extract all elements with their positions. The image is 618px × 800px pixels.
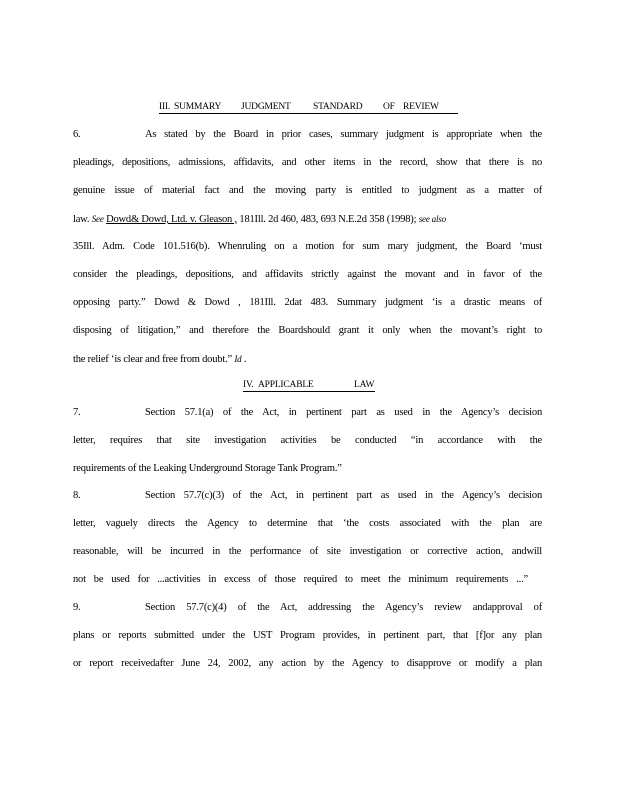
- paragraph-6-line: [73, 128, 542, 142]
- paragraph-7-line: requirements of the Leaking Underground Storage Tank Program.”: [73, 463, 342, 474]
- paragraph-6-line: [73, 212, 542, 227]
- heading-underline: [243, 391, 375, 392]
- heading-word: LAW: [354, 380, 375, 390]
- paragraph-6-line: [73, 352, 542, 367]
- paragraph-number: 6.: [73, 129, 81, 140]
- paragraph-7-line: letter, requires that site investigation activities be conducted “in accordance with the: [73, 435, 542, 446]
- heading-word: IV.: [243, 380, 254, 390]
- heading-word: SUMMARY: [174, 102, 222, 112]
- paragraph-text: .: [243, 354, 247, 365]
- paragraph-9-line: [73, 601, 542, 615]
- paragraph-number: 8.: [73, 490, 81, 501]
- paragraph-text: law.: [73, 214, 90, 225]
- paragraph-text: Section 57.7(c)(4) of the Act, addressing the Agency’s review andapproval of: [145, 602, 542, 613]
- paragraph-8-line: reasonable, will be incurred in the performance of site investigation or corrective action, andwill: [73, 546, 542, 557]
- paragraph-7-line: [73, 406, 542, 420]
- paragraph-8-line: [73, 489, 542, 503]
- paragraph-text: Section 57.7(c)(3) of the Act, in pertinent part as used in the Agency’s decision: [145, 490, 542, 501]
- paragraph-text: As stated by the Board in prior cases, summary judgment is appropriate when the: [145, 129, 542, 140]
- heading-underline: [159, 113, 458, 114]
- heading-word: STANDARD: [313, 102, 363, 112]
- case-name: Dowd& Dowd, Ltd. v. Gleason ,: [106, 214, 237, 225]
- paragraph-6-line: pleadings, depositions, admissions, affidavits, and other items in the record, show that there is no: [73, 157, 542, 168]
- paragraph-6-line: 35Ill. Adm. Code 101.516(b). Whenruling on a motion for sum mary judgment, the Board ‘must: [73, 241, 542, 252]
- paragraph-text: Section 57.1(a) of the Act, in pertinent part as used in the Agency’s decision: [145, 407, 542, 418]
- heading-word: JUDGMENT: [241, 102, 291, 112]
- paragraph-9-line: or report receivedafter June 24, 2002, any action by the Agency to disapprove or modify a plan: [73, 658, 542, 669]
- paragraph-6-line: opposing party.” Dowd & Dowd , 181Ill. 2dat 483. Summary judgment ‘is a drastic means of: [73, 297, 542, 308]
- paragraph-text: the relief ‘is clear and free from doubt.”: [73, 354, 232, 365]
- citation-signal: see also: [418, 214, 446, 224]
- citation-signal: See: [91, 214, 104, 224]
- citation-text: 181Ill. 2d 460, 483, 693 N.E.2d 358 (1998);: [239, 214, 417, 225]
- paragraph-6-line: consider the pleadings, depositions, and affidavits strictly against the movant and in favor of the: [73, 269, 542, 280]
- paragraph-number: 9.: [73, 602, 81, 613]
- paragraph-6-line: genuine issue of material fact and the moving party is entitled to judgment as a matter of: [73, 185, 542, 196]
- heading-word: OF: [383, 102, 395, 112]
- paragraph-8-line: letter, vaguely directs the Agency to determine that ‘the costs associated with the plan are: [73, 518, 542, 529]
- paragraph-6-line: disposing of litigation,” and therefore the Boardshould grant it only when the movant’s right to: [73, 325, 542, 336]
- heading-word: APPLICABLE: [258, 380, 314, 390]
- section-heading-applicable-law: [0, 379, 618, 393]
- section-heading-summary-judgment: [0, 101, 618, 115]
- heading-word: III.: [159, 102, 171, 112]
- paragraph-8-line: not be used for ...activities in excess of those required to meet the minimum requirements ...”: [73, 574, 528, 585]
- citation-signal: Id: [234, 354, 242, 364]
- paragraph-number: 7.: [73, 407, 81, 418]
- paragraph-9-line: plans or reports submitted under the UST Program provides, in pertinent part, that [f]or any plan: [73, 630, 542, 641]
- heading-word: REVIEW: [403, 102, 439, 112]
